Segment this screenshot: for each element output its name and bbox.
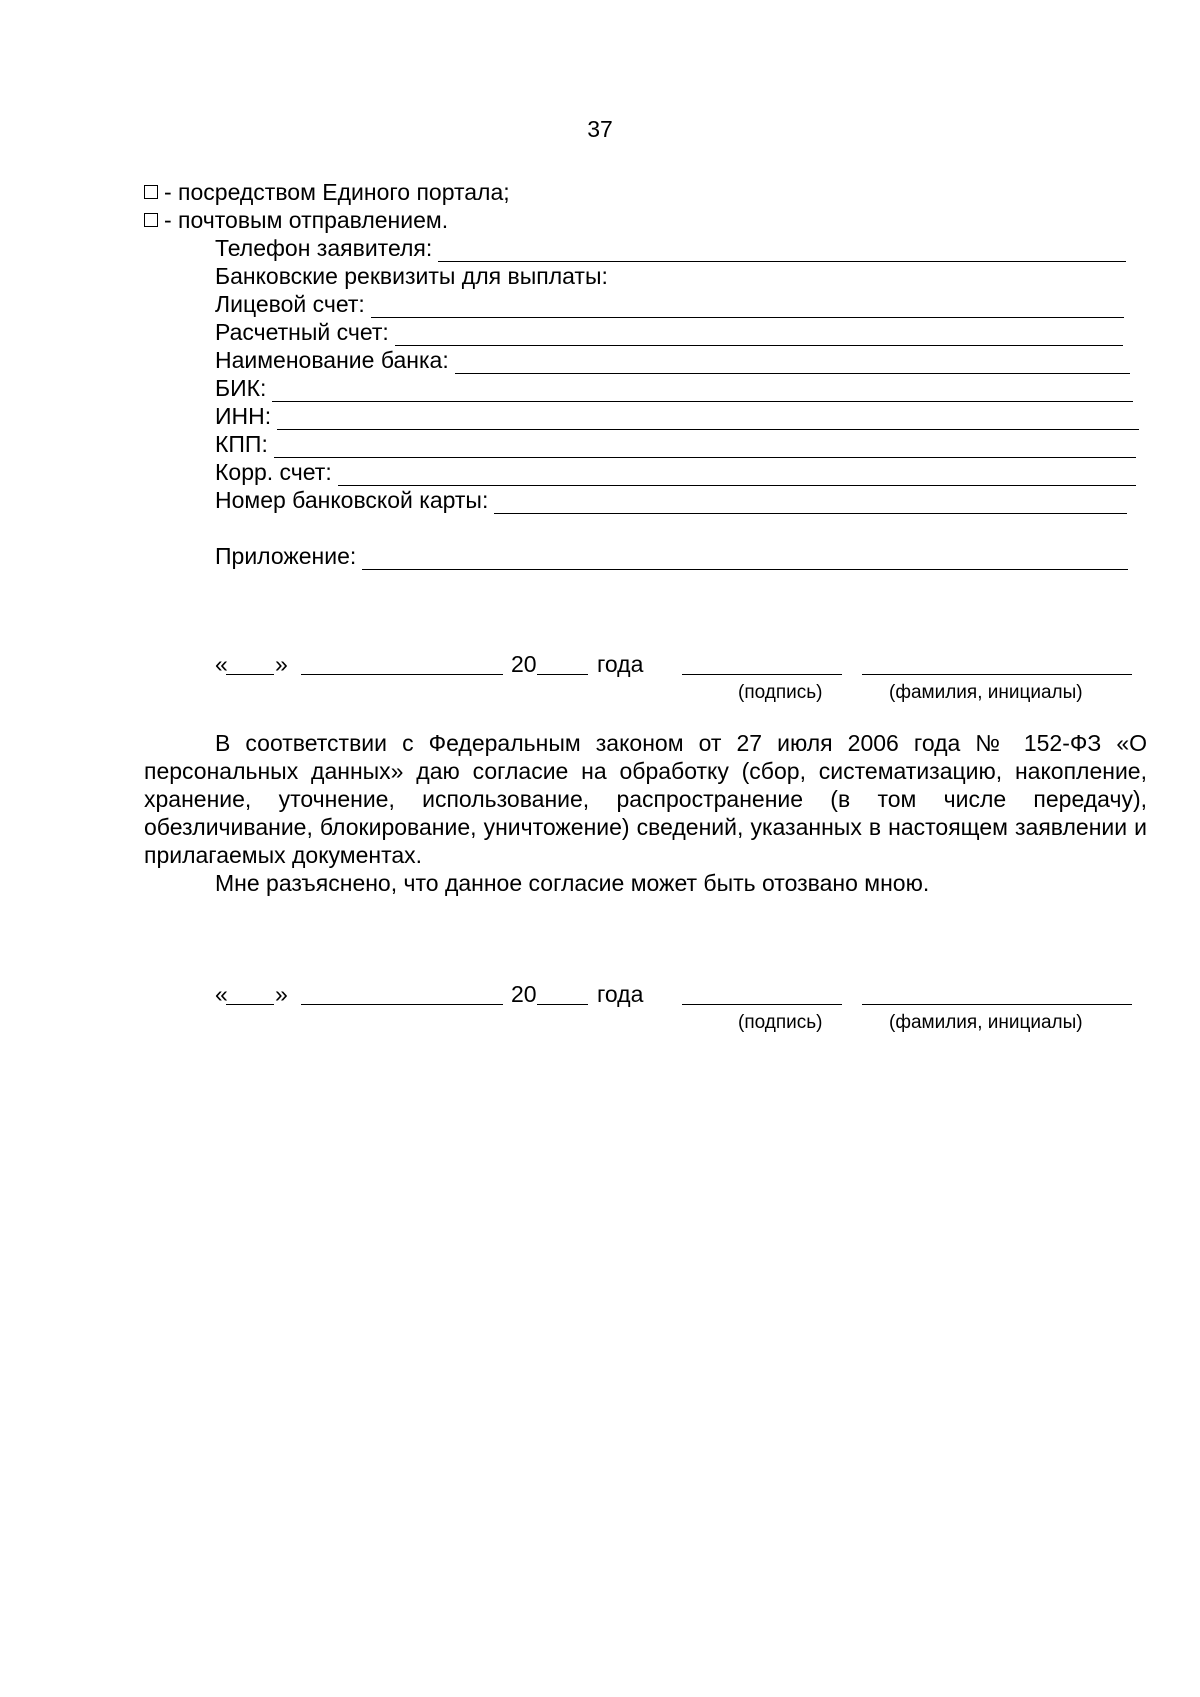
quote-open: « — [215, 651, 228, 677]
bank-name-blank[interactable] — [455, 351, 1130, 374]
bik-label: БИК: — [215, 375, 267, 401]
bik-blank[interactable] — [272, 379, 1133, 402]
day-blank[interactable] — [226, 1004, 274, 1005]
delivery-option-mail — [144, 206, 448, 234]
name-blank[interactable] — [862, 1004, 1132, 1005]
page-number: 37 — [587, 116, 613, 142]
name-caption: (фамилия, инициалы) — [889, 682, 1083, 703]
inn-blank[interactable] — [277, 407, 1139, 430]
settlement-account-field — [215, 318, 1123, 346]
day-blank[interactable] — [226, 674, 274, 675]
kpp-label: КПП: — [215, 431, 268, 457]
consent-paragraph: В соответствии с Федеральным законом от 27 июля 2006 года № 152-ФЗ «О персональных данных» даю согласие на обработку (сбор, систематизацию, накопление, хранение, уточнение, использование, распространение (в том числе передачу), обезличивание, блокирование, уничтожение) сведений, указанных в настоящем заявлении и прилагаемых документах. — [144, 730, 1147, 868]
year-word: года — [597, 981, 644, 1007]
personal-account-label: Лицевой счет: — [215, 291, 365, 317]
delivery-option-label: - посредством Единого портала; — [164, 179, 510, 205]
card-number-field — [215, 486, 1127, 514]
corr-account-blank[interactable] — [338, 463, 1136, 486]
settlement-account-blank[interactable] — [395, 323, 1123, 346]
date-signature-row — [215, 980, 1175, 1010]
card-number-blank[interactable] — [494, 491, 1127, 514]
kpp-field — [215, 430, 1136, 458]
delivery-option-label: - почтовым отправлением. — [164, 207, 449, 233]
signature-blank[interactable] — [682, 1004, 842, 1005]
settlement-account-label: Расчетный счет: — [215, 319, 389, 345]
bank-name-field — [215, 346, 1130, 374]
month-blank[interactable] — [301, 1004, 503, 1005]
phone-blank[interactable] — [438, 239, 1126, 262]
year-blank[interactable] — [537, 674, 588, 675]
phone-field — [215, 234, 1126, 262]
inn-label: ИНН: — [215, 403, 272, 429]
delivery-option-portal — [144, 178, 510, 206]
name-blank[interactable] — [862, 674, 1132, 675]
quote-close: » — [275, 981, 288, 1007]
century-label: 20 — [511, 981, 537, 1007]
corr-account-label: Корр. счет: — [215, 459, 332, 485]
personal-account-field — [215, 290, 1124, 318]
phone-label: Телефон заявителя: — [215, 235, 433, 261]
year-blank[interactable] — [537, 1004, 588, 1005]
bik-field — [215, 374, 1133, 402]
revocation-note: Мне разъяснено, что данное согласие может быть отозвано мною. — [215, 870, 930, 896]
attachment-field — [215, 542, 1128, 570]
date-signature-row — [215, 650, 1175, 680]
year-word: года — [597, 651, 644, 677]
checkbox-icon[interactable] — [144, 185, 158, 199]
signature-caption: (подпись) — [738, 682, 823, 703]
signature-blank[interactable] — [682, 674, 842, 675]
personal-account-blank[interactable] — [371, 295, 1124, 318]
bank-name-label: Наименование банка: — [215, 347, 449, 373]
bank-details-heading: Банковские реквизиты для выплаты: — [215, 263, 608, 289]
signature-caption: (подпись) — [738, 1012, 823, 1033]
inn-field — [215, 402, 1139, 430]
month-blank[interactable] — [301, 674, 503, 675]
kpp-blank[interactable] — [274, 435, 1136, 458]
card-number-label: Номер банковской карты: — [215, 487, 489, 513]
corr-account-field — [215, 458, 1136, 486]
quote-open: « — [215, 981, 228, 1007]
name-caption: (фамилия, инициалы) — [889, 1012, 1083, 1033]
attachment-label: Приложение: — [215, 543, 357, 569]
century-label: 20 — [511, 651, 537, 677]
quote-close: » — [275, 651, 288, 677]
checkbox-icon[interactable] — [144, 213, 158, 227]
attachment-blank[interactable] — [362, 547, 1128, 570]
